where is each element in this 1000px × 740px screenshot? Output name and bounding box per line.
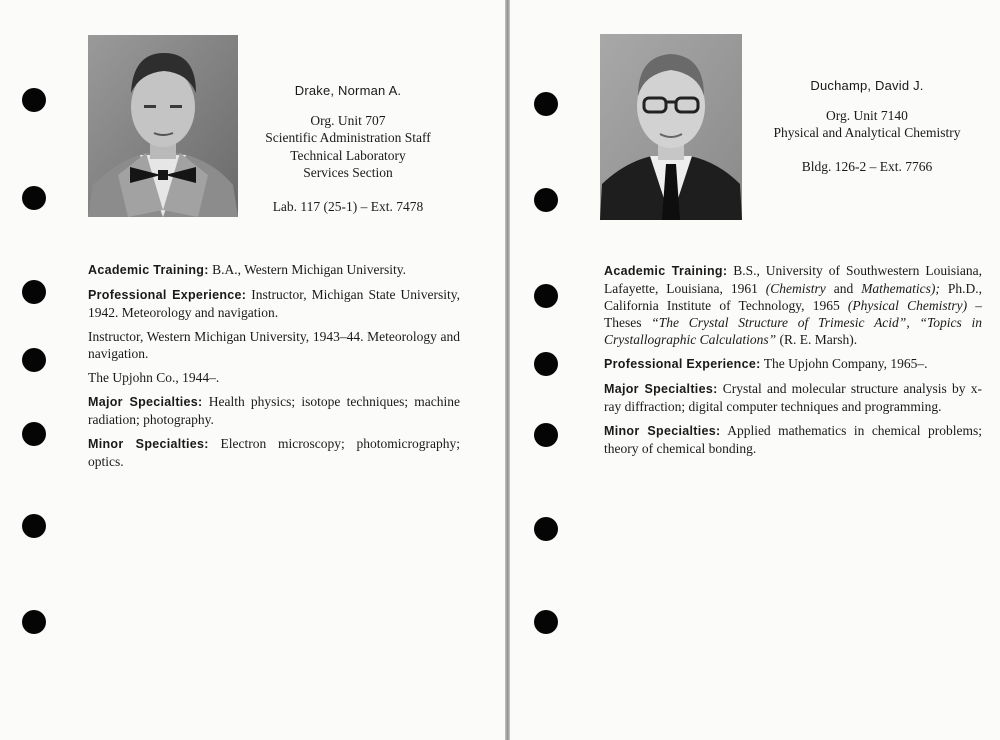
academic-text: (Chemistry	[765, 281, 826, 296]
binder-hole	[22, 610, 46, 634]
academic-text: Ph.D., California Institute of Technology, 1965	[604, 281, 982, 313]
binder-hole	[534, 517, 558, 541]
org-line: Org. Unit 7140	[826, 107, 908, 123]
binder-hole	[22, 88, 46, 112]
professional-label: Professional Experience:	[604, 357, 761, 371]
staff-name: Drake, Norman A.	[294, 83, 402, 98]
minor-text: Applied mathematics in chemical problems; theory of chemical bonding.	[604, 423, 982, 456]
major-specialties	[604, 380, 982, 415]
right-page	[510, 0, 1000, 740]
binder-hole	[534, 352, 558, 376]
staff-details	[604, 262, 982, 464]
academic-label: Academic Training:	[88, 263, 209, 277]
professional-experience	[604, 355, 982, 373]
org-line: Physical and Analytical Chemistry	[773, 125, 961, 140]
org-line: Scientific Administration Staff	[265, 130, 431, 145]
academic-text: B.S., University of Southwestern Louisiana, Lafayette, Louisiana, 1961	[604, 263, 982, 296]
staff-header	[248, 82, 448, 215]
binder-hole	[22, 186, 46, 210]
academic-text: and	[825, 281, 862, 296]
minor-specialties	[604, 422, 982, 457]
binder-hole	[534, 610, 558, 634]
binder-hole	[534, 92, 558, 116]
staff-header	[750, 77, 984, 175]
binder-hole	[534, 188, 558, 212]
staff-name: Duchamp, David J.	[810, 78, 924, 93]
academic-training	[604, 262, 982, 348]
staff-details	[88, 261, 460, 477]
experience-entry: The Upjohn Co., 1944–.	[88, 370, 220, 385]
academic-text: Mathematics);	[861, 281, 940, 296]
binder-hole	[22, 514, 46, 538]
binder-hole	[534, 284, 558, 308]
minor-specialties	[88, 435, 460, 470]
binder-hole	[534, 423, 558, 447]
location-line: Bldg. 126-2 – Ext. 7766	[801, 158, 933, 174]
binder-hole	[22, 348, 46, 372]
location-line: Lab. 117 (25-1) – Ext. 7478	[272, 198, 424, 214]
major-specialties	[88, 393, 460, 428]
org-line: Org. Unit 707	[310, 112, 386, 128]
major-text: Health physics; isotope techniques; machine radiation; photography.	[88, 394, 461, 427]
portrait-photo	[88, 35, 238, 217]
binder-hole	[22, 422, 46, 446]
experience-entry: Instructor, Western Michigan University, 1943–44. Meteorology and navigation.	[88, 329, 460, 361]
major-label: Major Specialties:	[88, 395, 203, 409]
org-line: Technical Laboratory	[290, 147, 406, 163]
academic-text: (Physical Chemistry)	[847, 298, 968, 313]
professional-text: The Upjohn Company, 1965–.	[760, 356, 928, 371]
academic-training	[88, 261, 460, 279]
major-label: Major Specialties:	[604, 382, 718, 396]
portrait-photo	[600, 34, 742, 220]
academic-label: Academic Training:	[604, 264, 728, 278]
academic-text: (R. E. Marsh).	[776, 332, 858, 347]
academic-text: B.A., Western Michigan University.	[208, 262, 406, 277]
professional-text: Instructor, Michigan State University, 1942. Meteorology and navigation.	[88, 287, 460, 320]
major-text: Crystal and molecular structure analysis by x-ray diffraction; digital computer techniques and programming.	[604, 381, 982, 414]
org-line: Services Section	[303, 165, 393, 180]
binder-hole	[22, 280, 46, 304]
thesis-titles: “The Crystal Structure of Trimesic Acid”, “Topics in Crystallographic Calculations”	[604, 315, 982, 347]
professional-label: Professional Experience:	[88, 288, 247, 302]
minor-label: Minor Specialties:	[604, 424, 721, 438]
academic-text: – Theses	[604, 298, 983, 330]
minor-label: Minor Specialties:	[88, 437, 209, 451]
professional-experience	[88, 286, 460, 321]
minor-text: Electron microscopy; photomicrography; optics.	[88, 436, 460, 469]
